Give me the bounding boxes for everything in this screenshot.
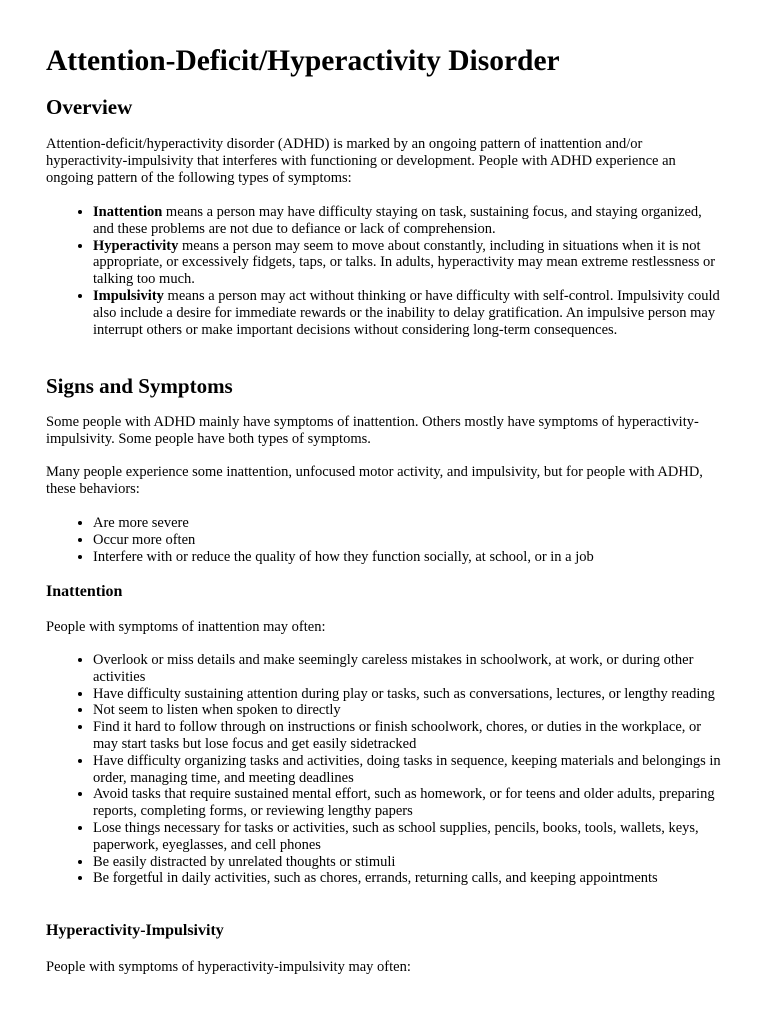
overview-intro: Attention-deficit/hyperactivity disorder (ADHD) is marked by an ongoing pattern of inattention and/or hyperactivity-impulsivity that interferes with functioning or development. People with ADHD experience an ongoing pattern of the following types of symptoms: — [46, 136, 676, 186]
term-impulsivity: Impulsivity — [93, 287, 164, 304]
signs-heading: Signs and Symptoms — [46, 374, 233, 398]
page-title: Attention-Deficit/Hyperactivity Disorder — [46, 45, 560, 77]
term-description: means a person may seem to move about constantly, including in situations when it is not appropriate, or excessively fidgets, taps, or talks. In adults, hyperactivity may mean extreme restlessness or talking too much. — [93, 237, 716, 288]
list-item — [93, 238, 722, 288]
list-item — [93, 288, 722, 338]
hyperactivity-intro: People with symptoms of hyperactivity-impulsivity may often: — [46, 959, 411, 975]
list-item: • Not seem to listen when spoken to directly — [93, 702, 722, 719]
signs-paragraph-1: Some people with ADHD mainly have symptoms of inattention. Others mostly have symptoms of hyperactivity-impulsivity. Some people have both types of symptoms. — [46, 414, 699, 447]
list-item: • Avoid tasks that require sustained mental effort, such as homework, or for teens and older adults, preparing reports, completing forms, or reviewing lengthy papers — [93, 786, 722, 820]
list-item: • Interfere with or reduce the quality of how they function socially, at school, or in a job — [93, 549, 722, 566]
term-description: means a person may have difficulty staying on task, sustaining focus, and staying organized, and these problems are not due to defiance or lack of comprehension. — [93, 204, 702, 237]
symptom-types-list — [46, 204, 722, 338]
list-item: • Lose things necessary for tasks or activities, such as school supplies, pencils, books, tools, wallets, keys, paperwork, eyeglasses, and cell phones — [93, 820, 722, 854]
overview-heading: Overview — [46, 95, 133, 119]
list-item: • Overlook or miss details and make seemingly careless mistakes in schoolwork, at work, or during other activities — [93, 652, 722, 686]
inattention-list — [46, 652, 722, 887]
list-item: • Have difficulty sustaining attention during play or tasks, such as conversations, lectures, or lengthy reading — [93, 686, 722, 703]
term-inattention: Inattention — [93, 204, 163, 220]
inattention-intro: People with symptoms of inattention may often: — [46, 619, 326, 635]
term-hyperactivity: Hyperactivity — [93, 237, 179, 254]
list-item: • Be easily distracted by unrelated thoughts or stimuli — [93, 854, 722, 871]
list-item: • Are more severe — [93, 515, 722, 532]
hyperactivity-heading: Hyperactivity-Impulsivity — [46, 922, 224, 939]
list-item: • Find it hard to follow through on instructions or finish schoolwork, chores, or duties in the workplace, or may start tasks but lose focus and get easily sidetracked — [93, 719, 722, 753]
term-description: means a person may act without thinking or have difficulty with self-control. Impulsivity could also include a desire for immediate rewards or the inability to delay gratification. An impulsive person may interrupt others or make important decisions without considering long-term consequences. — [93, 287, 720, 338]
list-item: • Have difficulty organizing tasks and activities, doing tasks in sequence, keeping materials and belongings in order, managing time, and meeting deadlines — [93, 753, 722, 787]
signs-paragraph-2: Many people experience some inattention, unfocused motor activity, and impulsivity, but for people with ADHD, these behaviors: — [46, 464, 703, 497]
inattention-heading: Inattention — [46, 583, 123, 600]
behaviors-list — [46, 515, 722, 565]
list-item — [93, 204, 722, 238]
list-item: • Be forgetful in daily activities, such as chores, errands, returning calls, and keeping appointments — [93, 870, 722, 887]
list-item: • Occur more often — [93, 532, 722, 549]
